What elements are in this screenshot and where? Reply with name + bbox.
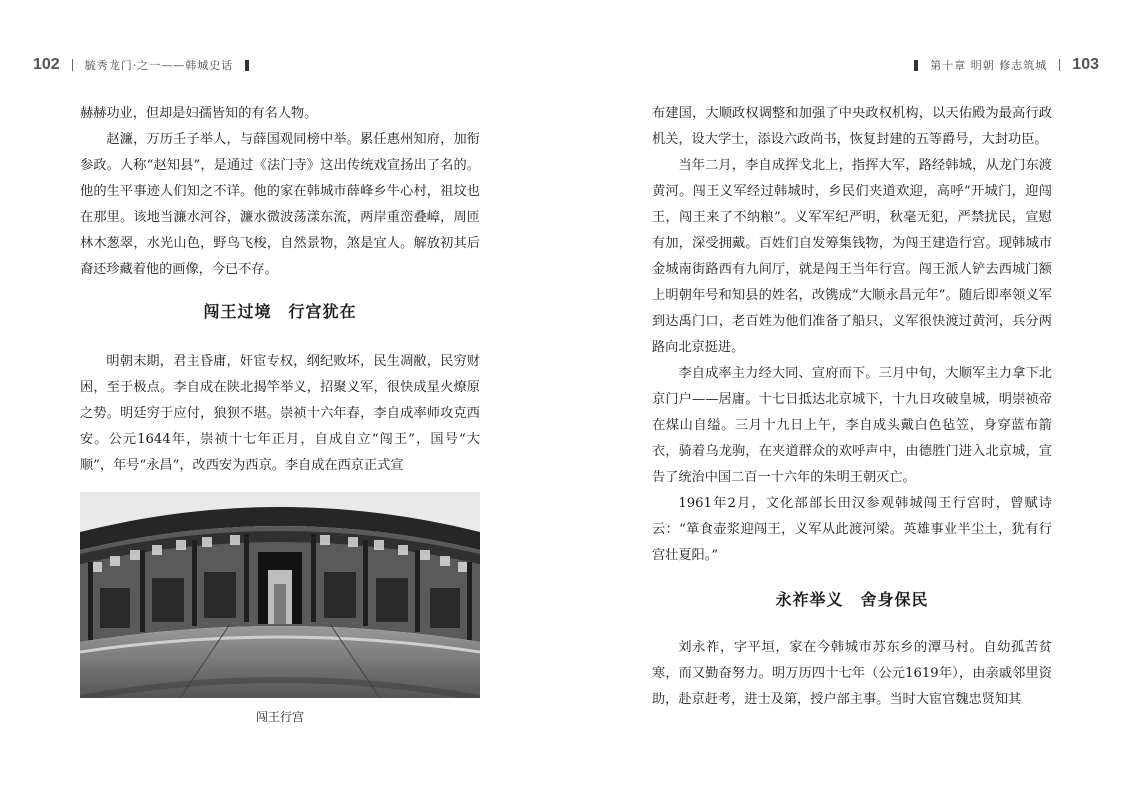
header-marker	[245, 60, 249, 71]
section-heading: 永祚举义 舍身保民	[775, 590, 929, 609]
paragraph: 刘永祚，字平垣，家在今韩城市苏东乡的潭马村。自幼孤苦贫寒，而又勤奋努力。明万历四十七年（公元1619年），由亲戚邻里资助，赴京赶考，进士及第，授户部主事。当时大宦官魏忠贤知其	[652, 640, 1052, 707]
paragraph: 1961年2月，文化部部长田汉参观韩城闯王行宫时，曾赋诗云：“箪食壶浆迎闯王，义军从此渡河梁。英雄事业半尘土，犹有行宫壮夏阳。”	[652, 496, 1052, 563]
right-running-title: 第十章 明朝 修志筑城	[930, 59, 1048, 72]
paragraph: 明朝末期，君主昏庸，奸宦专权，纲纪败坏，民生凋敝，民穷财困，至于极点。李自成在陕北揭竿举义，招聚义军，很快成星火燎原之势。明廷穷于应付，狼狈不堪。崇祯十六年春，李自成率师攻克西安。公元1644年，崇祯十七年正月，自成自立“闯王”，国号“大顺”，年号“永昌”，改西安为西京。李自成在西京正式宣	[80, 354, 480, 473]
right-body-text	[652, 101, 1052, 713]
right-page	[566, 0, 1132, 799]
right-page-number: 103	[1072, 56, 1099, 73]
photo-caption: 闯王行宫	[255, 710, 304, 724]
paragraph: 布建国，大顺政权调整和加强了中央政权机构，以天佑殿为最高行政机关，设大学士，添设六政尚书，恢复封建的五等爵号，大封功臣。	[652, 106, 1052, 147]
right-running-header	[902, 56, 1099, 74]
palace-photo	[80, 492, 480, 698]
paragraph: 赫赫功业，但却是妇孺皆知的有名人物。	[80, 106, 318, 121]
left-running-header	[33, 56, 261, 74]
paragraph: 李自成率主力经大同、宣府而下。三月中旬，大顺军主力拿下北京门户——居庸。十七日抵达北京城下，十九日攻破皇城，明崇祯帝在煤山自缢。三月十九日上午，李自成头戴白色毡笠，身穿蓝布箭衣，骑着乌龙驹，在夹道群众的欢呼声中，由德胜门进入北京城，宣告了统治中国二百一十六年的朱明王朝灭亡。	[652, 366, 1052, 485]
palace-photo-image	[80, 492, 480, 698]
header-divider	[1059, 59, 1060, 71]
paragraph: 赵濂，万历壬子举人，与薛国观同榜中举。累任惠州知府，加衔参政。人称“赵知县”，是通过《法门寺》这出传统戏宣扬出了名的。他的生平事迹人们知之不详。他的家在韩城市薛峰乡牛心村，祖坟也在那里。该地当濂水河谷，濂水微波荡漾东流，两岸重峦叠嶂，周匝林木葱翠，水光山色，野鸟飞梭，自然景物，煞是宜人。解放初其后裔还珍藏着他的画像，今已不存。	[80, 132, 480, 277]
header-divider	[72, 59, 73, 71]
left-running-title: 毓秀龙门·之一——韩城史话	[84, 59, 234, 72]
header-marker	[914, 60, 918, 71]
paragraph: 当年二月，李自成挥戈北上，指挥大军，路经韩城，从龙门东渡黄河。闯王义军经过韩城时，乡民们夹道欢迎，高呼“开城门，迎闯王，闯王来了不纳粮”。义军军纪严明，秋毫无犯，严禁扰民，宣慰有加，深受拥戴。百姓们自发筹集钱物，为闯王建造行宫。现韩城市金城南街路西有九间厅，就是闯王当年行宫。闯王派人铲去西城门额上明朝年号和知县的姓名，改镌成“大顺永昌元年”。随后即率领义军到达禹门口，老百姓为他们准备了船只，义军很快渡过黄河，兵分两路向北京挺进。	[652, 158, 1052, 355]
left-page-number: 102	[33, 56, 60, 73]
section-heading: 闯王过境 行宫犹在	[203, 302, 357, 321]
left-body-text	[80, 101, 480, 479]
